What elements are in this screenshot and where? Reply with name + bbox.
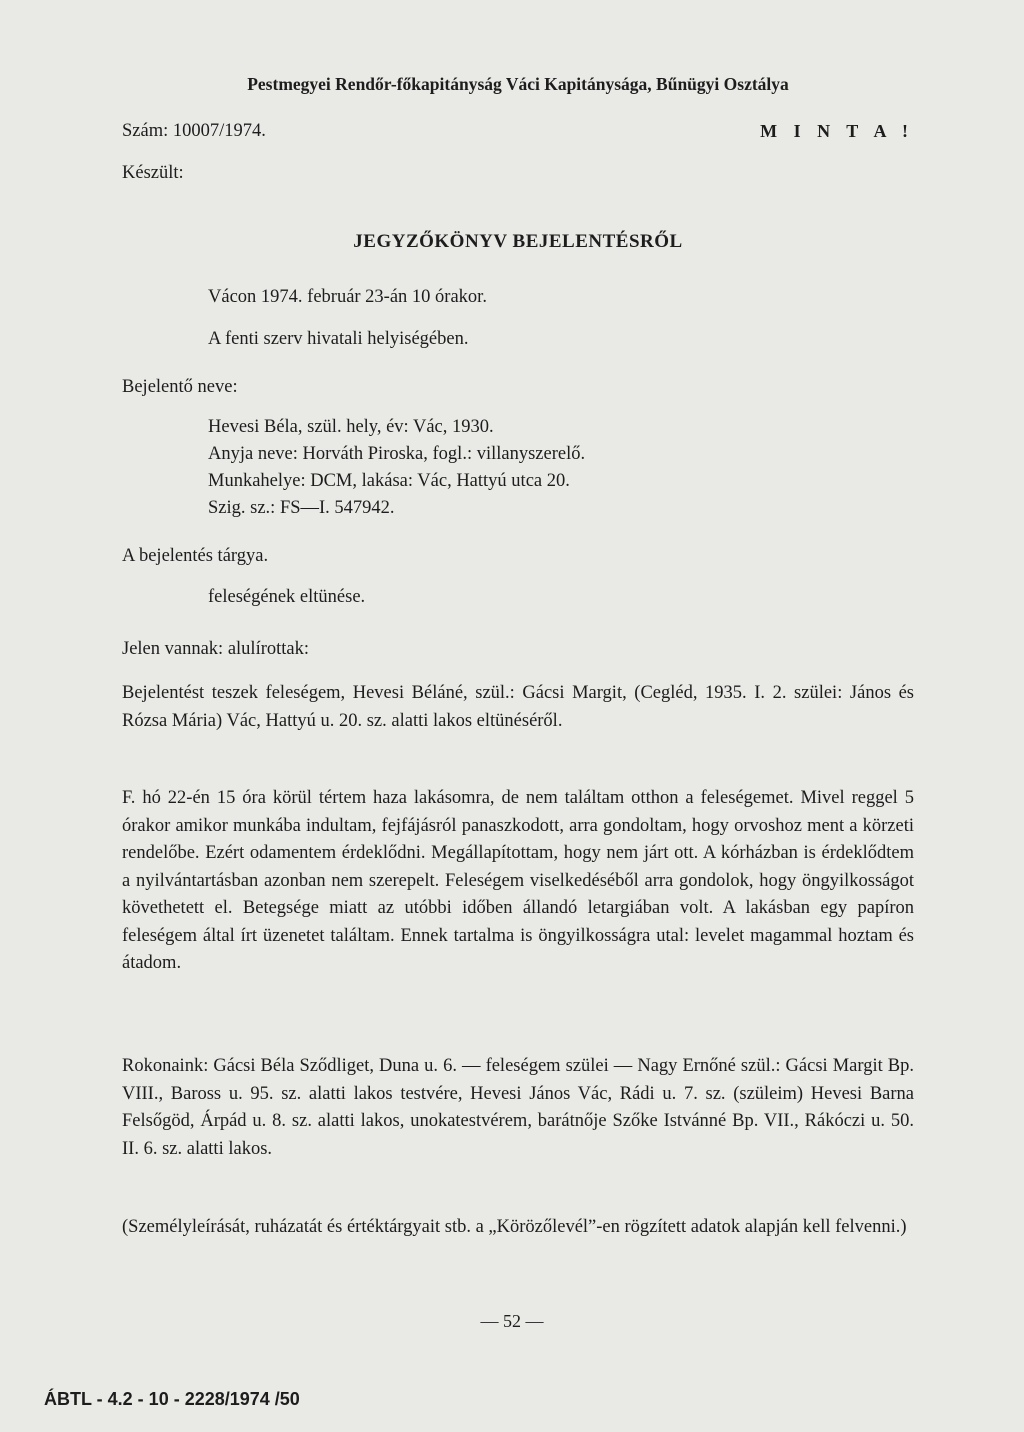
document-number: Szám: 10007/1974.: [122, 121, 266, 141]
reporter-line-1: Hevesi Béla, szül. hely, év: Vác, 1930.: [208, 417, 494, 437]
paragraph-note: (Személyleírását, ruházatát és értéktárgyait stb. a „Körözőlevél”-en rögzített adatok alapján kell felvenni.): [122, 1217, 907, 1237]
subject-label: A bejelentés tárgya.: [122, 546, 269, 566]
paragraph-report: Bejelentést teszek feleségem, Hevesi Béláné, szül.: Gácsi Margit, (Cegléd, 1935. I. 2. szülei: János és Rózsa Mária) Vác, Hattyú u. 20. sz. alatti lakos eltünéséről.: [122, 683, 914, 731]
archive-reference: ÁBTL - 4.2 - 10 - 2228/1974 /50: [44, 1389, 300, 1409]
present-label: Jelen vannak: alulírottak:: [122, 639, 309, 659]
document-title: JEGYZŐKÖNYV BEJELENTÉSRŐL: [353, 231, 683, 252]
place-date: Vácon 1974. február 23-án 10 órakor.: [208, 287, 487, 307]
subject-value: feleségének eltünése.: [208, 587, 366, 607]
sample-mark: M I N T A !: [760, 121, 914, 141]
location: A fenti szerv hivatali helyiségében.: [208, 329, 469, 349]
reporter-line-4: Szig. sz.: FS—I. 547942.: [208, 498, 395, 518]
paragraph-relatives: Rokonaink: Gácsi Béla Sződliget, Duna u. 6. — feleségem szülei — Nagy Ernőné szül.: Gácsi Margit Bp. VIII., Baross u. 95. sz. alatti lakos testvére, Hevesi János Vác, Rádi u. 7. sz. (szüleim) Hevesi Barna Felsőgöd, Árpád u. 8. sz. alatti lakos, unokatestvérem, barátnője Szőke Istvánné Bp. VII., Rákóczi u. 50. II. 6. sz. alatti lakos.: [122, 1056, 914, 1159]
reporter-label: Bejelentő neve:: [122, 377, 238, 397]
page-number: — 52 —: [480, 1311, 544, 1331]
reporter-line-3: Munkahelye: DCM, lakása: Vác, Hattyú utca 20.: [208, 471, 570, 491]
reporter-line-2: Anyja neve: Horváth Piroska, fogl.: villanyszerelő.: [208, 444, 586, 464]
paragraph-account: F. hó 22-én 15 óra körül tértem haza lakásomra, de nem találtam otthon a feleségemet. Mivel reggel 5 órakor amikor munkába indultam, fejfájásról panaszkodott, arra gondoltam, hogy orvoshoz ment a körzeti rendelőbe. Ezért odamentem érdeklődni. Megállapítottam, hogy nem járt ott. A kórházban is érdeklődtem a nyilvántartásban azonban nem szerepelt. Feleségem viselkedéséből arra gondolok, hogy öngyilkosságot követhetett el. Betegsége miatt az utóbbi időben állandó letargiában volt. A lakásban egy papíron feleségem által írt üzenetet találtam. Ennek tartalma is öngyilkosságra utal: levelet magammal hoztam és átadom.: [122, 788, 914, 973]
prepared-label: Készült:: [122, 163, 184, 183]
agency-header: Pestmegyei Rendőr-főkapitányság Váci Kapitánysága, Bűnügyi Osztálya: [247, 74, 789, 94]
